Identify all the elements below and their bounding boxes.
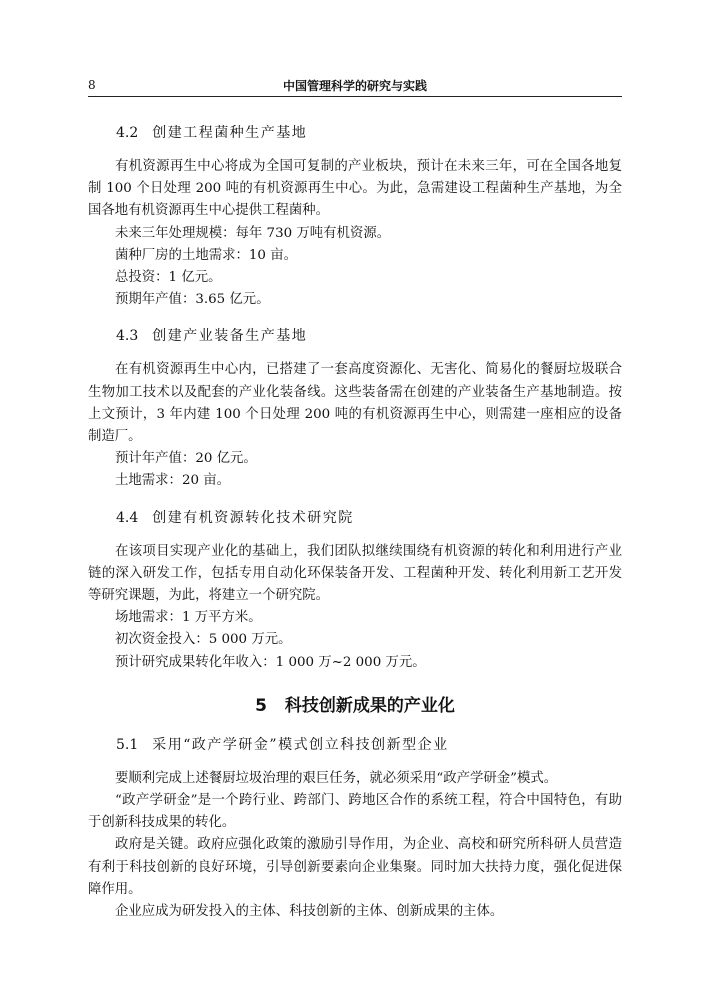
page-header <box>88 76 622 97</box>
paragraph: 预计年产值：20 亿元。 <box>115 451 257 467</box>
paragraph: 预期年产值：3.65 亿元。 <box>115 292 270 308</box>
paragraph: 未来三年处理规模：每年 730 万吨有机资源。 <box>115 225 391 241</box>
paragraph: 初次资金投入：5 000 万元。 <box>115 632 292 648</box>
subsection-heading-5-1 <box>88 734 622 756</box>
subsection-title: 创建产业装备生产基地 <box>152 328 308 345</box>
subsection-heading-4-4 <box>88 507 622 529</box>
subsection-number: 4.4 <box>116 509 139 526</box>
paragraph: 场地需求：1 万平方米。 <box>115 610 262 626</box>
subsection-title: 创建有机资源转化技术研究院 <box>152 509 354 526</box>
paragraph: 政府是关键。政府应强化政策的激励引导作用，为企业、高校和研究所科研人员营造有利于科技创新的良好环境，引导创新要素向企业集聚。同时加大扶持力度，强化促进保障作用。 <box>88 837 622 897</box>
section-title: 科技创新成果的产业化 <box>284 695 455 716</box>
paragraph: 菌种厂房的土地需求：10 亩。 <box>115 247 297 263</box>
subsection-title: 创建工程菌种生产基地 <box>152 125 308 141</box>
page-number: 8 <box>88 78 96 92</box>
paragraph: 要顺利完成上述餐厨垃圾治理的艰巨任务，就必须采用“政产学研金”模式。 <box>115 770 558 786</box>
subsection-number: 4.2 <box>116 125 139 141</box>
paragraph: 在有机资源再生中心内，已搭建了一套高度资源化、无害化、简易化的餐厨垃圾联合生物加工技术以及配套的产业化装备线。这些装备需在创建的产业装备生产基地制造。按上文预计，3 年内建 100 个日处理 200 吨的有机资源再生中心，则需建一座相应的设备制造厂。 <box>88 362 622 445</box>
paragraph: 有机资源再生中心将成为全国可复制的产业板块，预计在未来三年，可在全国各地复制 100 个日处理 200 吨的有机资源再生中心。为此，急需建设工程菌种生产基地，为全国各地有机资源再生中心提供工程菌种。 <box>88 159 622 219</box>
subsection-number: 5.1 <box>116 736 139 753</box>
running-title: 中国管理科学的研究与实践 <box>282 79 427 93</box>
page-body <box>88 116 622 923</box>
section-number: 5 <box>255 695 267 716</box>
paragraph: 总投资：1 亿元。 <box>115 270 222 286</box>
paragraph: 在该项目实现产业化的基础上，我们团队拟继续围绕有机资源的转化和利用进行产业链的深入研发工作，包括专用自动化环保装备开发、工程菌种开发、转化利用新工艺开发等研究课题，为此，将建立一个研究院。 <box>88 543 622 604</box>
subsection-number: 4.3 <box>116 328 139 345</box>
paragraph: “政产学研金”是一个跨行业、跨部门、跨地区合作的系统工程，符合中国特色，有助于创新科技成果的转化。 <box>88 793 622 831</box>
subsection-title: 采用“政产学研金”模式创立科技创新型企业 <box>152 736 449 753</box>
section-heading-5 <box>88 694 622 718</box>
subsection-heading-4-3 <box>88 325 622 347</box>
paragraph: 土地需求：20 亩。 <box>115 473 231 489</box>
paragraph: 企业应成为研发投入的主体、科技创新的主体、创新成果的主体。 <box>115 904 504 920</box>
paragraph: 预计研究成果转化年收入：1 000 万~2 000 万元。 <box>115 654 426 670</box>
subsection-heading-4-2 <box>88 122 622 144</box>
